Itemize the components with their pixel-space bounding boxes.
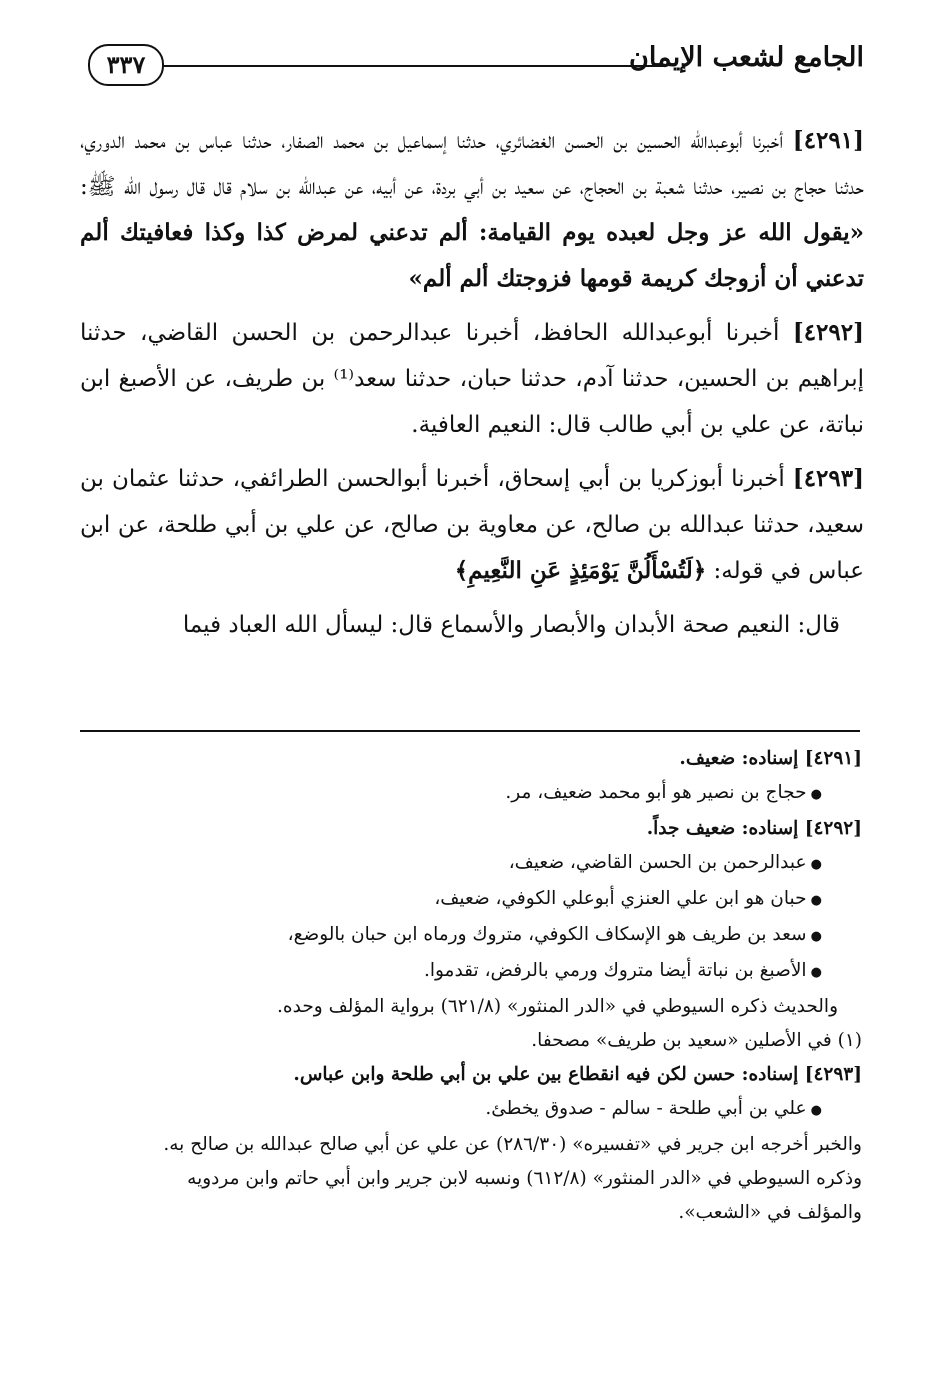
header-rule: [160, 65, 666, 67]
footnote-line: ● الأصبغ بن نباتة أيضا متروك ورمي بالرفض، تقدموا.: [72, 954, 862, 990]
hadith-4293: [80, 456, 864, 594]
footnote-line: (١) في الأصلين «سعيد بن طريف» مصحفا.: [531, 1030, 862, 1051]
page-number: ٣٣٧: [88, 44, 164, 86]
footnote-line: [٤٢٩٣] إسناده: حسن لكن فيه انقطاع بين علي بن أبي طلحة وابن عباس.: [293, 1064, 862, 1085]
hadith-number: [٤٢٩٣]: [792, 465, 864, 492]
footnote-line: [٤٢٩٢] إسناده: ضعيف جداً.: [646, 818, 862, 839]
hadith-number: [٤٢٩٢]: [792, 319, 865, 346]
quran-verse: ﴿لَتُسْأَلُنَّ يَوْمَئِذٍ عَنِ النَّعِيمِ﴾: [454, 557, 707, 584]
hadith-4292: [80, 310, 864, 448]
footnotes: [72, 742, 862, 1230]
footnote-line: ● علي بن أبي طلحة - سالم - صدوق يخطئ.: [72, 1092, 862, 1128]
footnote-line: ● حجاج بن نصير هو أبو محمد ضعيف، مر.: [72, 776, 862, 812]
hadith-number: [٤٢٩١]: [792, 127, 864, 154]
footnote-line: [٤٢٩١] إسناده: ضعيف.: [679, 748, 862, 769]
book-title: الجامع لشعب الإيمان: [629, 42, 864, 73]
hadith-isnad: أخبرنا أبوعبدالله الحافظ، أخبرنا عبدالرحمن بن الحسن القاضي، حدثنا إبراهيم بن الحسين، حدثنا آدم، حدثنا حبان، حدثنا سعد⁽¹⁾ بن طريف، عن الأصبغ ابن نباتة، عن علي بن أبي طالب قال: النعيم العافية.: [80, 320, 864, 438]
hadith-isnad: أخبرنا أبوعبدالله الحسين بن الحسن الغضائري، حدثنا إسماعيل بن محمد الصفار، حدثنا عباس بن محمد الدوري، حدثنا حجاج بن نصير، حدثنا شعبة بن الحجاج، عن سعيد بن أبي بردة، عن أبيه، عن عبدالله بن سلام قال قال رسول الله ﷺ:: [80, 128, 864, 200]
footnote-line: والمؤلف في «الشعب».: [678, 1202, 862, 1223]
footnote-line: ● عبدالرحمن بن الحسن القاضي، ضعيف،: [72, 846, 862, 882]
main-text: [80, 118, 864, 656]
hadith-isnad: أخبرنا أبوزكريا بن أبي إسحاق، أخبرنا أبوالحسن الطرائفي، حدثنا عثمان بن سعيد، حدثنا عبدالله بن صالح، عن معاوية بن صالح، عن علي بن أبي طلحة، عن ابن عباس في قوله:: [80, 466, 864, 584]
hadith-matn: «يقول الله عز وجل لعبده يوم القيامة: ألم تدعني لمرض كذا وكذا فعافيتك ألم تدعني أن أزوجك كريمة قومها فزوجتك ألم ألم»: [80, 219, 864, 292]
running-header: [88, 38, 864, 90]
footnote-separator: [80, 730, 860, 732]
hadith-4291: [80, 118, 864, 302]
footnote-line: ● سعد بن طريف هو الإسكاف الكوفي، متروك ورماه ابن حبان بالوضع،: [72, 918, 862, 954]
hadith-4293-continuation: قال: النعيم صحة الأبدان والأبصار والأسماع قال: ليسأل الله العباد فيما: [182, 612, 840, 638]
footnote-line: والحديث ذكره السيوطي في «الدر المنثور» (٦٢١/٨) برواية المؤلف وحده.: [277, 996, 838, 1017]
footnote-line: ● حبان هو ابن علي العنزي أبوعلي الكوفي، ضعيف،: [72, 882, 862, 918]
footnote-line: والخبر أخرجه ابن جرير في «تفسيره» (٢٨٦/٣٠) عن علي عن أبي صالح عبدالله بن صالح به.: [163, 1134, 862, 1155]
footnote-line: وذكره السيوطي في «الدر المنثور» (٦١٢/٨) ونسبه لابن جرير وابن أبي حاتم وابن مردويه: [187, 1168, 862, 1189]
